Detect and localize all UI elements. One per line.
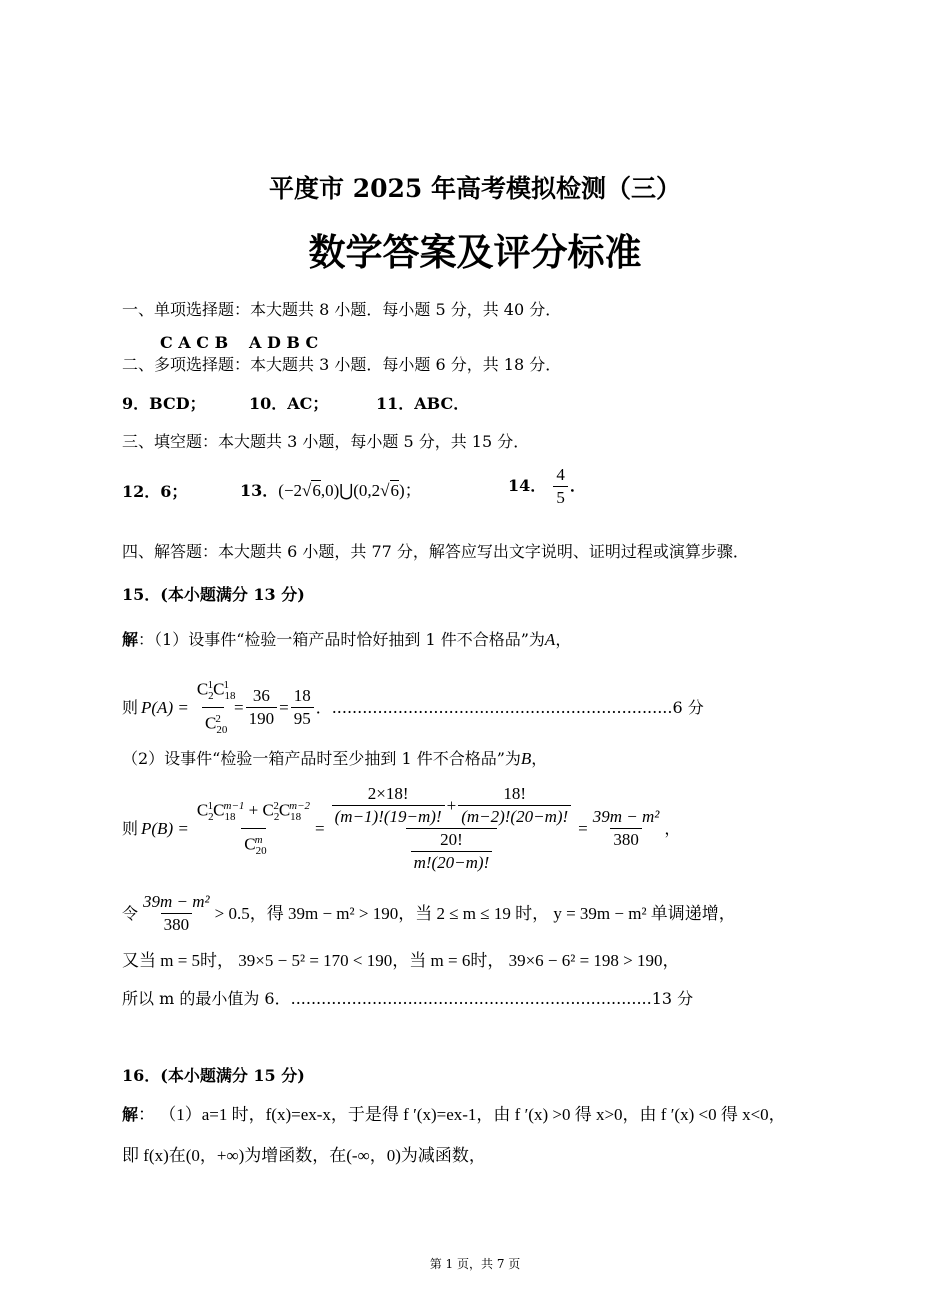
section3-heading: 三、填空题：本大题共 3 小题，每小题 5 分，共 15 分． [122,432,530,451]
q15-pa-label: P(A) = [141,697,189,717]
q13-part-b: ,0)⋃(0,2 [320,481,381,500]
q15-part1-text: ：（1）设事件“检验一箱产品时恰好抽到 1 件不合格品”为 [138,630,545,649]
q15-conclusion: 所以 m 的最小值为 6．.......................................................................13 分 [122,989,694,1008]
q15-solution-label: 解 [122,630,139,649]
q15-term2: $\frac{18!}{(m-2)!(20-m)!}$ [458,785,571,826]
section2-heading: 二、多项选择题：本大题共 3 小题．每小题 6 分，共 18 分． [122,355,562,374]
q15-part2: （2）设事件“检验一箱产品时至少抽到 1 件不合格品”为B， [122,749,548,768]
section4-heading: 四、解答题：本大题共 6 小题，共 77 分，解答应写出文字说明、证明过程或演算步骤． [122,542,749,561]
q15-fraction-36-190: $\frac{36}{190}$ [246,687,278,728]
section1-heading: 一、单项选择题：本大题共 8 小题．每小题 5 分，共 40 分． [122,300,562,319]
q15-pb-result: $\frac{\text{39m − m²}}{380}$ [592,807,660,849]
q15-event-b: B [520,749,532,768]
q16-line1 [122,1105,786,1125]
q15-check-line: 又当 m = 5时， 39×5 − 5² = 170 < 190，当 m = 6时， 39×6 − 6² = 198 > 190， [122,951,680,970]
q15-heading: 15．(本小题满分 13 分) [122,585,305,604]
answer-q9: 9．BCD； [122,394,206,413]
q15-inequality-fraction: $\frac{\text{39m − m²}}{380}$ [143,892,210,934]
q15-inequality-line [122,893,736,934]
page-title: 平度市 2025 年高考模拟检测（三） [269,174,681,203]
q14-end: ． [569,476,586,495]
q14-numerator: 4 [556,465,565,484]
page-footer: 第 1 页，共 7 页 [429,1257,521,1271]
answer-q10: 10．AC； [249,394,329,413]
q15-part1: 解：（1）设事件“检验一箱产品时恰好抽到 1 件不合格品”为A， [122,630,572,649]
q15-pa-formula: 则 P(A) = $\frac{C_2^1C_{18}^1}{C_{20}^2}$ = $\frac{36}{190}$ = $\frac{18}{95}$ ．...................................................................6 分 [122,676,704,739]
q13-part-a: (−2 [278,481,303,500]
q15-pb-label: P(B) = [141,818,189,838]
answers-1-4: C A C B [160,333,229,352]
page-subtitle: 数学答案及评分标准 [308,230,642,274]
answer-q11: 11．ABC． [376,394,470,413]
answer-q13: 13．(−2√6,0)⋃(0,2√6)； [240,481,422,500]
answers-5-8: A D B C [249,333,319,352]
answer-q14 [508,466,586,507]
q13-part-c: )； [399,481,422,500]
answer-q12: 12．6； [122,482,188,501]
q15-score-6: ．...................................................................6 分 [315,697,704,717]
q15-event-a: A [544,630,556,649]
q16-line2: 即 f(x)在(0，+∞)为增函数，在(-∞，0)为减函数， [122,1146,486,1165]
q15-then: 则 [122,697,139,717]
q16-heading: 16．(本小题满分 15 分) [122,1066,305,1085]
q16-line1-text: ： （1）a=1 时，f(x)=ex-x，于是得 f ′(x)=ex-1，由 f ′(x) >0 得 x>0，由 f ′(x) <0 得 x<0， [138,1105,786,1124]
q15-inequality-rest: > 0.5，得 39m − m² > 190，当 2 ≤ m ≤ 19 时， y = 39m − m² 单调递增， [214,903,736,923]
q13-sqrt-b: 6 [390,481,399,500]
q14-denominator: 5 [553,486,568,507]
q15-pb-formula: 则 P(B) = $\frac{C_2^1C_{18}^{m-1} + C_2^2C_{18}^{m-2}}{C_{20}^m}$ = $\frac{2\times 18!}{(m-1)!(19-m)!}$ + $\frac{18!}{(m-2)!(20-m)!}$ $\frac{20!}{m!(20-m)!}$ = $\frac{\text{39m − m²}}{380}$ ， [122,784,681,872]
q15-pb-combination-fraction: $\frac{C_2^1C_{18}^{m-1} + C_2^2C_{18}^{m-2}}{C_{20}^m}$ [194,797,313,860]
q16-solution-label: 解 [122,1105,139,1124]
q15-combination-fraction: $\frac{C_2^1C_{18}^1}{C_{20}^2}$ [194,676,232,739]
q15-term1: $\frac{2\times 18!}{(m-1)!(19-m)!}$ [332,785,445,826]
q13-label: 13． [240,481,279,500]
q15-pb-big-fraction: $\frac{2\times 18!}{(m-1)!(19-m)!}$ + $\frac{18!}{(m-2)!(20-m)!}$ $\frac{20!}{m!(20-m)!}$ [327,785,577,872]
q15-ling: 令 [122,903,139,923]
q13-sqrt-a: 6 [312,481,321,500]
q14-fraction [553,466,568,507]
q14-label: 14． [508,476,547,495]
q15-denominator-term: $\frac{20!}{m!(20-m)!}$ [411,831,493,872]
q15-fraction-18-95: $\frac{18}{95}$ [291,687,314,728]
q15-part2-text: （2）设事件“检验一箱产品时至少抽到 1 件不合格品”为 [122,749,521,768]
